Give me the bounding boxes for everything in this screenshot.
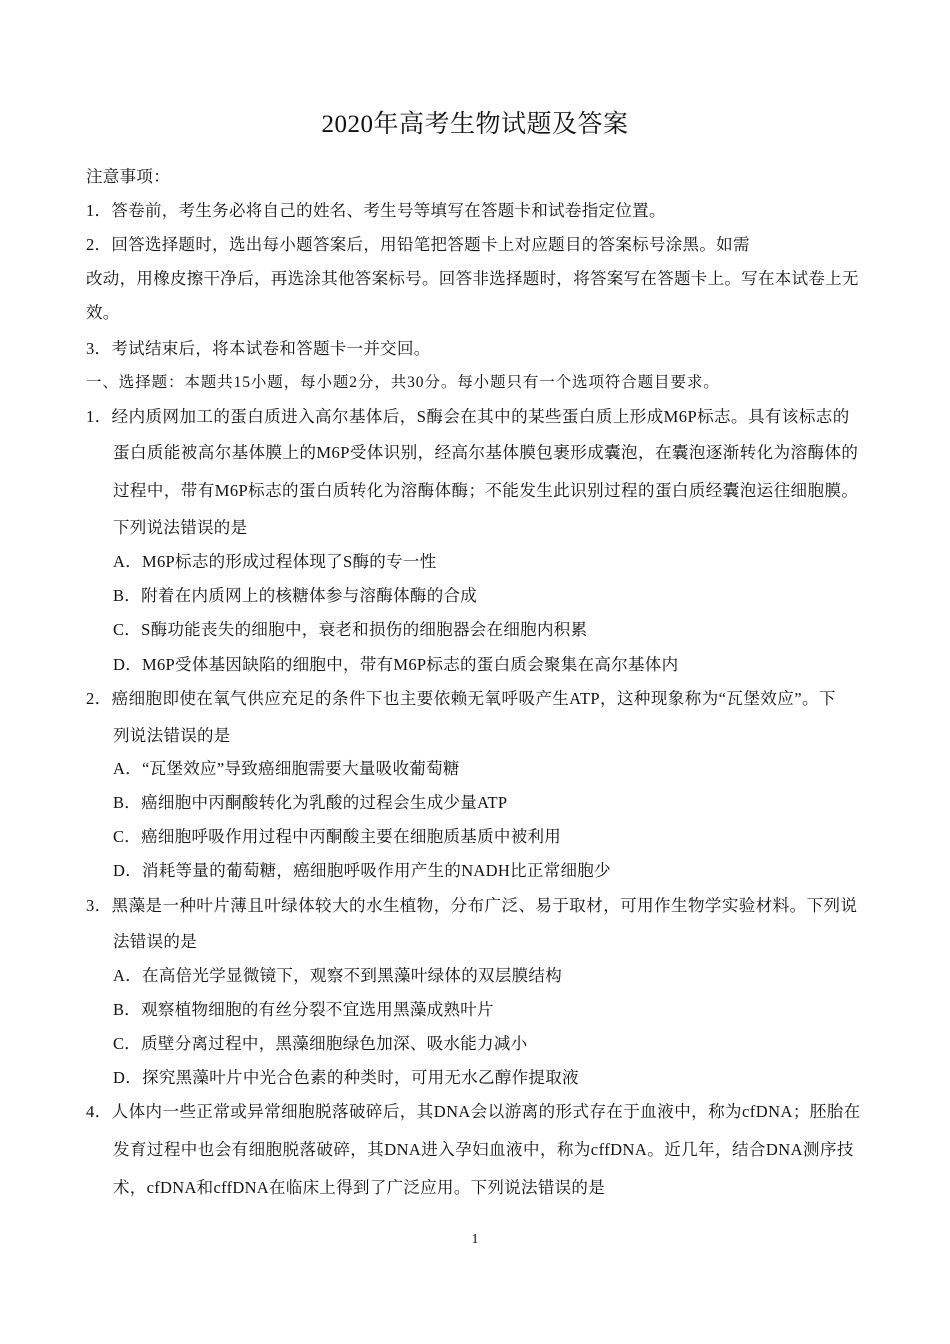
option-d: D．探究黑藻叶片中光合色素的种类时，可用无水乙醇作提取液 [113,1068,579,1087]
option-a: A．M6P标志的形成过程体现了S酶的专一性 [113,552,437,571]
option-d: D．消耗等量的葡萄糖，癌细胞呼吸作用产生的NADH比正常细胞少 [113,861,611,880]
question-line: 术，cfDNA和cffDNA在临床上得到了广泛应用。下列说法错误的是 [113,1178,606,1197]
option-b: B．观察植物细胞的有丝分裂不宜选用黑藻成熟叶片 [113,1000,494,1019]
notice-item: 效。 [86,303,120,322]
option-a: A．在高倍光学显微镜下，观察不到黑藻叶绿体的双层膜结构 [113,966,563,985]
notice-item: 改动，用橡皮擦干净后，再选涂其他答案标号。回答非选择题时，将答案写在答题卡上。写在本试卷上无 [86,269,859,288]
notice-heading: 注意事项： [86,167,170,186]
notice-item: 2．回答选择题时，选出每小题答案后，用铅笔把答题卡上对应题目的答案标号涂黑。如需 [86,235,750,254]
option-d: D．M6P受体基因缺陷的细胞中，带有M6P标志的蛋白质会聚集在高尔基体内 [113,655,679,674]
question-line: 下列说法错误的是 [113,518,248,537]
page-title: 2020年高考生物试题及答案 [321,111,629,138]
option-c: C．S酶功能丧失的细胞中，衰老和损伤的细胞器会在细胞内积累 [113,620,588,639]
notice-item: 3．考试结束后，将本试卷和答题卡一并交回。 [86,339,431,358]
question-line: 1．经内质网加工的蛋白质进入高尔基体后，S酶会在其中的某些蛋白质上形成M6P标志。具有该标志的 [86,407,850,426]
question-line: 过程中，带有M6P标志的蛋白质转化为溶酶体酶；不能发生此识别过程的蛋白质经囊泡运往细胞膜。 [113,481,859,500]
question-line: 发育过程中也会有细胞脱落破碎，其DNA进入孕妇血液中，称为cffDNA。近几年，结合DNA测序技 [113,1140,854,1159]
option-c: C．癌细胞呼吸作用过程中丙酮酸主要在细胞质基质中被利用 [113,827,562,846]
question-line: 列说法错误的是 [113,726,231,745]
question-line: 4．人体内一些正常或异常细胞脱落破碎后，其DNA会以游离的形式存在于血液中，称为cfDNA；胚胎在 [86,1102,861,1121]
notice-item: 1．答卷前，考生务必将自己的姓名、考生号等填写在答题卡和试卷指定位置。 [86,201,666,220]
page-number: 1 [471,1232,479,1247]
option-a: A．“瓦堡效应”导致癌细胞需要大量吸收葡萄糖 [113,759,460,778]
question-line: 蛋白质能被高尔基体膜上的M6P受体识别，经高尔基体膜包裹形成囊泡，在囊泡逐渐转化为溶酶体的 [113,443,859,462]
question-line: 法错误的是 [113,932,197,951]
option-c: C．质壁分离过程中，黑藻细胞绿色加深、吸水能力减小 [113,1034,528,1053]
section-heading: 一、选择题：本题共15小题，每小题2分，共30分。每小题只有一个选项符合题目要求。 [86,374,720,391]
question-line: 3．黑藻是一种叶片薄且叶绿体较大的水生植物，分布广泛、易于取材，可用作生物学实验材料。下列说 [86,896,858,915]
option-b: B．癌细胞中丙酮酸转化为乳酸的过程会生成少量ATP [113,793,508,812]
question-line: 2．癌细胞即使在氧气供应充足的条件下也主要依赖无氧呼吸产生ATP，这种现象称为“瓦堡效应”。下 [86,689,836,708]
option-b: B．附着在内质网上的核糖体参与溶酶体酶的合成 [113,586,478,605]
